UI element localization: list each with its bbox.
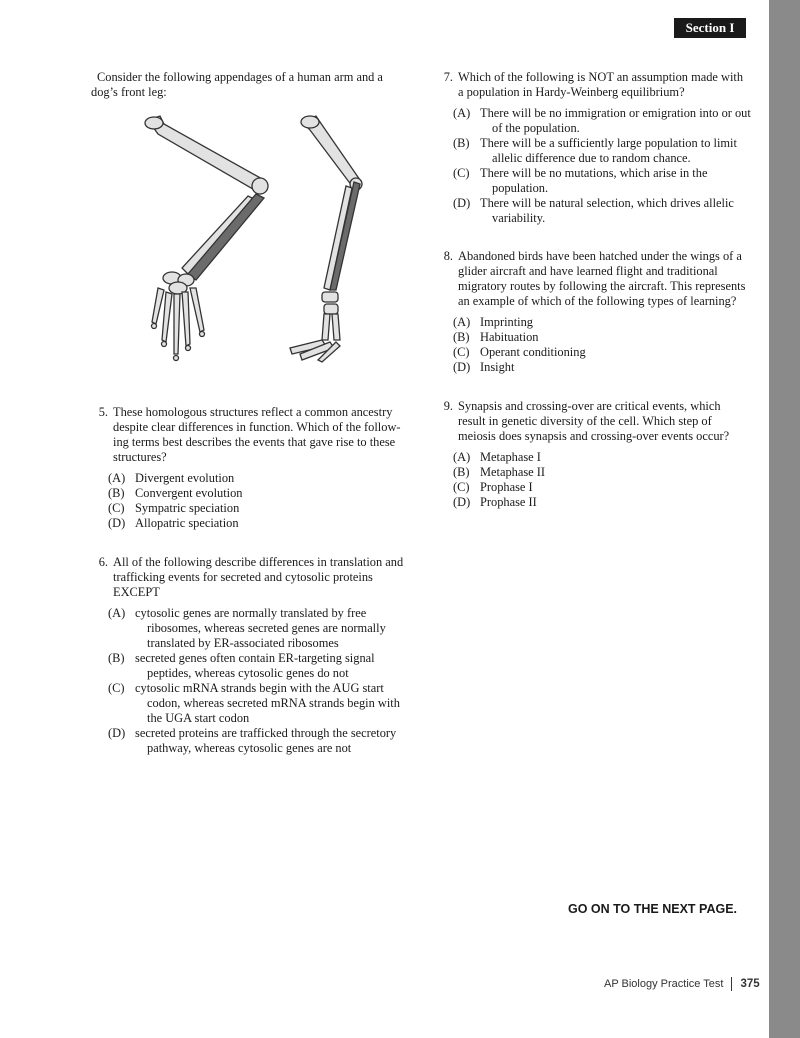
choice-letter: (B) bbox=[453, 330, 470, 344]
choice-letter: (C) bbox=[453, 480, 470, 494]
answer-choice[interactable] bbox=[108, 471, 411, 486]
choice-text: Imprinting bbox=[480, 315, 533, 329]
choice-letter: (D) bbox=[453, 495, 471, 509]
answer-choice[interactable] bbox=[453, 480, 751, 495]
answer-choice[interactable] bbox=[453, 166, 751, 196]
question-6 bbox=[91, 555, 411, 756]
question-number: 9. bbox=[443, 399, 453, 413]
choice-text: There will be no mutations, which arise in the population. bbox=[480, 166, 708, 195]
choice-text: Prophase II bbox=[480, 495, 537, 509]
choice-letter: (A) bbox=[453, 315, 471, 329]
choice-text: Convergent evolution bbox=[135, 486, 243, 500]
choice-text: Allopatric speciation bbox=[135, 516, 239, 530]
choice-letter: (B) bbox=[108, 486, 125, 500]
go-on-notice: GO ON TO THE NEXT PAGE. bbox=[568, 902, 738, 916]
choice-letter: (A) bbox=[108, 471, 126, 485]
answer-choice[interactable] bbox=[453, 315, 751, 330]
answer-choice[interactable] bbox=[453, 136, 751, 166]
choice-letter: (A) bbox=[453, 106, 471, 120]
choice-letter: (D) bbox=[453, 196, 471, 210]
page-edge-bar bbox=[769, 0, 800, 1038]
answer-choice[interactable] bbox=[453, 450, 751, 465]
choice-letter: (B) bbox=[453, 136, 470, 150]
choice-text: cytosolic mRNA strands begin with the AUG start codon, whereas secreted mRNA strands begin with the UGA start codon bbox=[135, 681, 400, 725]
section-label: Section I bbox=[674, 18, 746, 38]
choice-letter: (B) bbox=[453, 465, 470, 479]
question-8 bbox=[436, 249, 751, 375]
question-stem: Abandoned birds have been hatched under the wings of a glider aircraft and have learned flight and traditional migratory routes by following the aircraft. This represents an example of which of the following types of learning? bbox=[458, 249, 746, 308]
answer-choice[interactable] bbox=[108, 516, 411, 531]
page-footer bbox=[604, 977, 760, 991]
question-number: 7. bbox=[443, 70, 453, 84]
choice-text: cytosolic genes are normally translated by free ribosomes, whereas secreted genes are normally translated by ER-associated ribosomes bbox=[135, 606, 386, 650]
choice-text: Divergent evolution bbox=[135, 471, 235, 485]
choice-text: secreted proteins are trafficked through the secretory pathway, whereas cytosolic genes are not bbox=[135, 726, 397, 755]
choice-text: Metaphase II bbox=[480, 465, 546, 479]
choice-letter: (C) bbox=[453, 166, 470, 180]
answer-choice[interactable] bbox=[108, 606, 411, 651]
answer-choice[interactable] bbox=[108, 726, 411, 756]
choice-letter: (C) bbox=[108, 501, 125, 515]
question-stem: These homologous structures reflect a common ancestry despite clear differences in function. Which of the follow-ing terms best describes the events that gave rise to these structures? bbox=[113, 405, 401, 464]
choice-letter: (D) bbox=[453, 360, 471, 374]
choice-text: Prophase I bbox=[480, 480, 533, 494]
choice-letter: (D) bbox=[108, 516, 126, 530]
homologous-limb-bones-icon bbox=[130, 108, 380, 368]
choice-letter: (D) bbox=[108, 726, 126, 740]
choice-text: Habituation bbox=[480, 330, 539, 344]
answer-choice[interactable] bbox=[453, 196, 751, 226]
question-stem: All of the following describe differences in translation and trafficking events for secreted and cytosolic proteins EXCEPT bbox=[113, 555, 404, 599]
footer-title: AP Biology Practice Test bbox=[604, 978, 724, 990]
choice-letter: (B) bbox=[108, 651, 125, 665]
answer-choice[interactable] bbox=[453, 345, 751, 360]
answer-choice[interactable] bbox=[108, 486, 411, 501]
choice-text: secreted genes often contain ER-targeting signal peptides, whereas cytosolic genes do not bbox=[135, 651, 375, 680]
page-number: 375 bbox=[740, 978, 760, 990]
answer-choice[interactable] bbox=[108, 651, 411, 681]
question-number: 8. bbox=[443, 249, 453, 263]
answer-choice[interactable] bbox=[453, 330, 751, 345]
question-stem: Synapsis and crossing-over are critical events, which result in genetic diversity of the cell. Which step of meiosis does synapsis and crossing-over events occur? bbox=[458, 399, 730, 443]
left-column bbox=[91, 70, 411, 100]
answer-choice[interactable] bbox=[108, 681, 411, 726]
question-number: 6. bbox=[98, 555, 108, 569]
question-9 bbox=[436, 399, 751, 510]
footer-divider bbox=[731, 977, 732, 991]
answer-choice[interactable] bbox=[453, 495, 751, 510]
choice-text: Metaphase I bbox=[480, 450, 541, 464]
answer-choice[interactable] bbox=[453, 360, 751, 375]
choice-letter: (A) bbox=[108, 606, 126, 620]
choice-text: Operant conditioning bbox=[480, 345, 586, 359]
choice-text: There will be a sufficiently large population to limit allelic difference due to random chance. bbox=[480, 136, 737, 165]
question-5 bbox=[91, 405, 411, 531]
answer-choice[interactable] bbox=[108, 501, 411, 516]
choice-text: Insight bbox=[480, 360, 515, 374]
choice-letter: (A) bbox=[453, 450, 471, 464]
intro-text: Consider the following appendages of a human arm and a dog’s front leg: bbox=[91, 70, 383, 99]
question-number: 5. bbox=[98, 405, 108, 419]
choice-letter: (C) bbox=[453, 345, 470, 359]
question-7 bbox=[436, 70, 751, 226]
choice-text: There will be natural selection, which drives allelic variability. bbox=[480, 196, 734, 225]
choice-text: Sympatric speciation bbox=[135, 501, 240, 515]
choice-letter: (C) bbox=[108, 681, 125, 695]
answer-choice[interactable] bbox=[453, 106, 751, 136]
choice-text: There will be no immigration or emigration into or out of the population. bbox=[480, 106, 751, 135]
question-stem: Which of the following is NOT an assumption made with a population in Hardy-Weinberg equilibrium? bbox=[458, 70, 744, 99]
answer-choice[interactable] bbox=[453, 465, 751, 480]
